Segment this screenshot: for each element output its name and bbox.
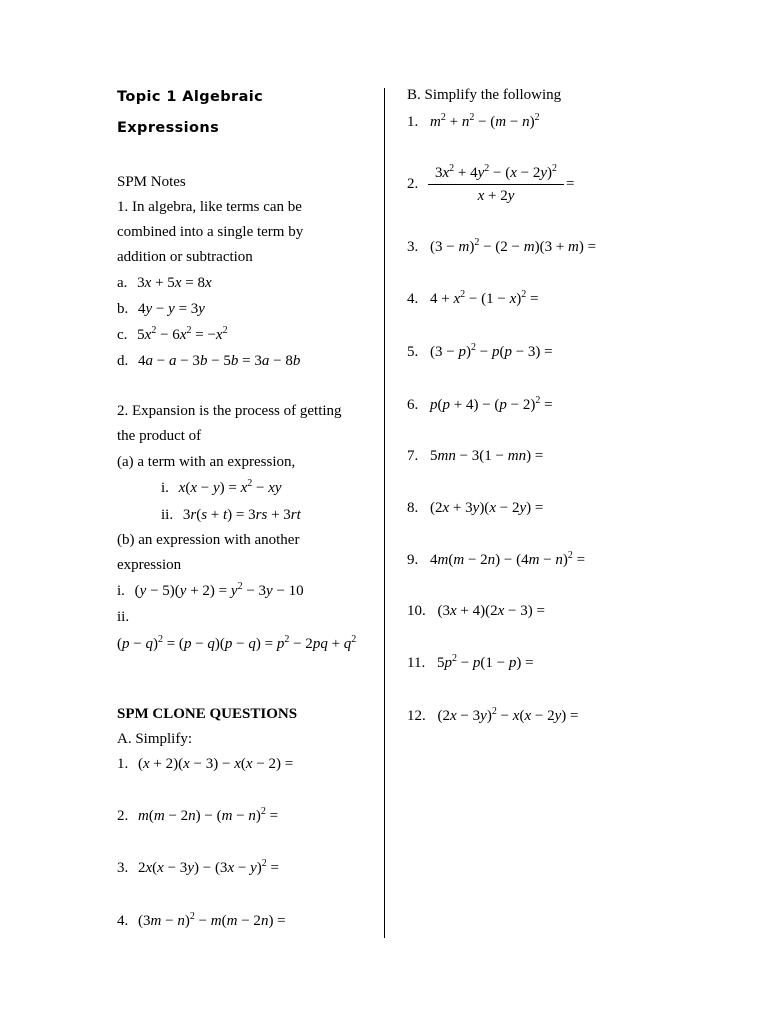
question-expression: $2x(x - 3y) - (3x - y)^2$ =: [138, 858, 279, 876]
question-number: 2.: [407, 176, 419, 192]
note1-line: 1. In algebra, like terms can be: [117, 199, 302, 215]
question-expression: (2x + 3y)(x − 2y) =: [430, 500, 544, 516]
question-item: [407, 291, 538, 308]
part-a-label: (a) a term with an expression,: [117, 454, 296, 470]
example-expression: $(y - 5)(y + 2) = y^2 - 3y - 10$: [134, 581, 304, 599]
example-label: b.: [117, 301, 129, 317]
example-item: [117, 275, 212, 292]
example-expression: 3x + 5x = 8x: [137, 275, 212, 291]
question-number: 4.: [407, 291, 419, 307]
example-label: ii.: [161, 507, 174, 523]
question-number: 8.: [407, 500, 419, 516]
question-expression: 5mn − 3(1 − mn) =: [430, 448, 544, 464]
example-label: ii.: [117, 609, 130, 625]
section-b-label: B. Simplify the following: [407, 87, 562, 103]
fraction-numerator: $3x^2 + 4y^2 - (x - 2y)^2$: [434, 163, 558, 181]
example-expression: $5x^2 - 6x^2 = -x^2$: [137, 325, 228, 343]
page-title-line2: Expressions: [117, 120, 220, 136]
question-number: 2.: [117, 808, 129, 824]
question-expression: $4m(m - 2n) - (4m - n)^2$ =: [430, 550, 586, 568]
question-expression: $(3 - p)^2 - p(p - 3)$ =: [430, 342, 553, 360]
example-item: [117, 301, 205, 318]
question-item: [407, 239, 596, 256]
question-item: [117, 756, 293, 773]
question-number: 12.: [407, 708, 426, 724]
question-expression: $(2x - 3y)^2 - x(x - 2y)$ =: [437, 706, 579, 724]
question-number: 6.: [407, 397, 419, 413]
example-expression: $(p - q)^2 = (p - q)(p - q) = p^2 - 2pq + q^2$: [117, 634, 357, 652]
question-item: [117, 913, 286, 930]
expansion-example: [117, 583, 304, 600]
example-expression: 4a − a − 3b − 5b = 3a − 8b: [138, 353, 301, 369]
question-expression: (x + 2)(x − 3) − x(x − 2) =: [138, 756, 294, 772]
question-number: 3.: [407, 239, 419, 255]
clone-heading: SPM CLONE QUESTIONS: [117, 706, 298, 722]
question-number: 5.: [407, 344, 419, 360]
question-item: [407, 655, 534, 672]
question-number: 4.: [117, 913, 129, 929]
example-label: i.: [117, 583, 125, 599]
question-item: [407, 448, 543, 465]
fraction-denominator: x + 2y: [477, 188, 515, 204]
question-expression: $4 + x^2 - (1 - x)^2$ =: [430, 289, 539, 307]
note1-line: addition or subtraction: [117, 249, 253, 265]
note2-line: the product of: [117, 428, 202, 444]
question-expression: $m^2 + n^2 - (m - n)^2$: [430, 112, 540, 130]
question-expression: $p(p + 4) - (p - 2)^2$ =: [430, 395, 553, 413]
question-expression: $m(m - 2n) - (m - n)^2$ =: [138, 806, 279, 824]
example-expression: $x(x - y) = x^2$ − xy: [178, 478, 282, 496]
question-item: [407, 500, 543, 517]
example-item: [117, 327, 228, 344]
example-item: [117, 353, 300, 370]
fraction-expression: [428, 165, 564, 205]
question-item: [407, 708, 578, 725]
question-item: [407, 552, 585, 569]
question-expression: (3x + 4)(2x − 3) =: [437, 603, 545, 619]
question-item: [407, 603, 545, 620]
question-number: 10.: [407, 603, 426, 619]
example-expression: 4y − y = 3y: [138, 301, 205, 317]
expansion-example: [161, 480, 282, 497]
question-item: [407, 344, 553, 361]
question-number: 9.: [407, 552, 419, 568]
question-item: [407, 397, 553, 414]
question-expression: $5p^2 - p(1 - p)$ =: [436, 653, 534, 671]
question-number: 3.: [117, 860, 129, 876]
question-expression: $(3 - m)^2 - (2 - m)(3 + m)$ =: [430, 237, 597, 255]
example-label: a.: [117, 275, 128, 291]
part-b-label: expression: [117, 557, 182, 573]
question-number: 7.: [407, 448, 419, 464]
part-b-label: (b) an expression with another: [117, 532, 300, 548]
question-number: 1.: [117, 756, 129, 772]
example-label: c.: [117, 327, 128, 343]
example-expression: 3r(s + t) = 3rs + 3rt: [182, 507, 301, 523]
column-divider: [384, 88, 385, 938]
section-a-label: A. Simplify:: [117, 731, 193, 747]
question-item: [117, 808, 278, 825]
example-label: i.: [161, 480, 169, 496]
fraction-bar: [428, 184, 564, 185]
note1-line: combined into a single term by: [117, 224, 304, 240]
question-number: 1.: [407, 114, 419, 130]
question-item: [407, 114, 540, 131]
expansion-example: [161, 507, 301, 524]
question-expression: $(3m - n)^2 - m(m - 2n)$ =: [138, 911, 286, 929]
question-number: 11.: [407, 655, 426, 671]
page-title-line1: Topic 1 Algebraic: [117, 89, 264, 105]
note2-line: 2. Expansion is the process of getting: [117, 403, 342, 419]
example-label: d.: [117, 353, 129, 369]
equals-sign: =: [566, 176, 575, 192]
question-item: [117, 860, 279, 877]
notes-heading: SPM Notes: [117, 174, 186, 190]
